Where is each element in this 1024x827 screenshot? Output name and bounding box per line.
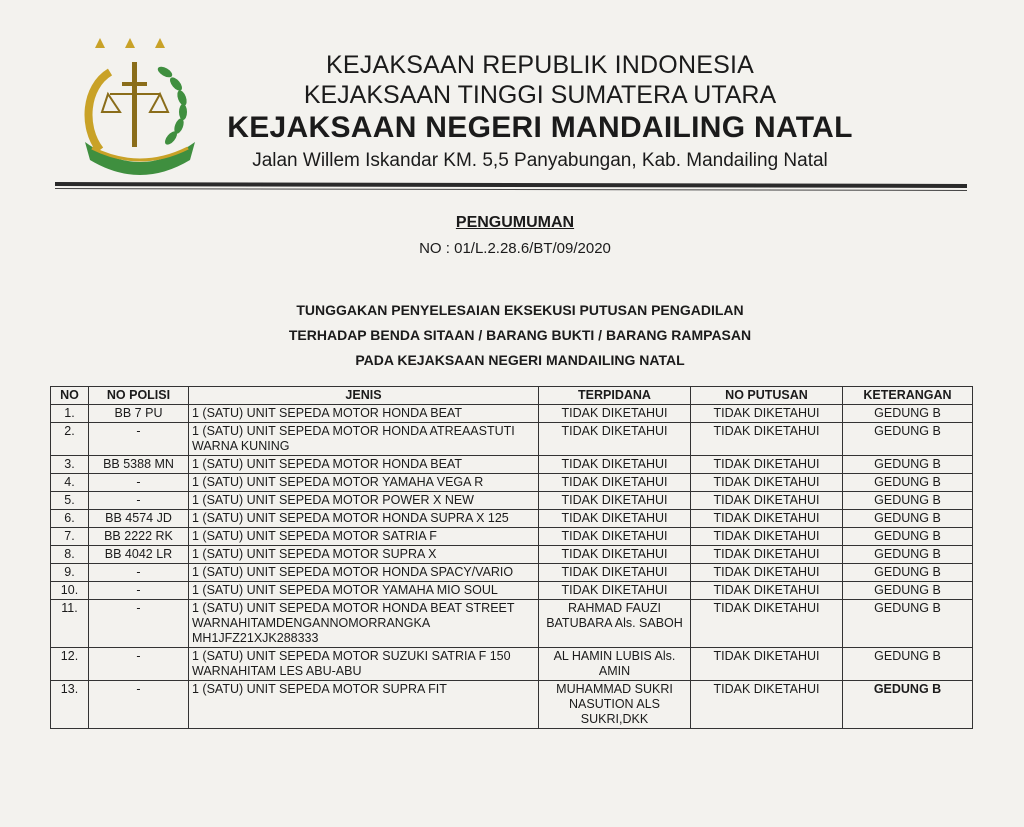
cell-no: 11. [51,600,89,648]
cell-terpidana: TIDAK DIKETAHUI [539,474,691,492]
cell-jenis: 1 (SATU) UNIT SEPEDA MOTOR SUPRA FIT [189,681,539,729]
cell-no-putusan: TIDAK DIKETAHUI [691,423,843,456]
cell-no-putusan: TIDAK DIKETAHUI [691,528,843,546]
table-header-row [51,387,973,405]
cell-no-polisi: BB 4574 JD [89,510,189,528]
cell-keterangan: GEDUNG B [843,423,973,456]
cell-no: 13. [51,681,89,729]
table-row [51,423,973,456]
cell-no-polisi: - [89,600,189,648]
table-row [51,564,973,582]
cell-terpidana: RAHMAD FAUZI BATUBARA Als. SABOH [539,600,691,648]
cell-terpidana: TIDAK DIKETAHUI [539,423,691,456]
table-row [51,510,973,528]
letterhead-rule-thin [55,188,967,191]
table-row [51,528,973,546]
cell-keterangan: GEDUNG B [843,600,973,648]
agency-line-1: KEJAKSAAN REPUBLIK INDONESIA [326,51,754,79]
cell-no: 9. [51,564,89,582]
col-header-keterangan: KETERANGAN [843,387,973,405]
table-row [51,492,973,510]
cell-keterangan: GEDUNG B [843,564,973,582]
cell-keterangan: GEDUNG B [843,648,973,681]
cell-no: 6. [51,510,89,528]
document-title: PENGUMUMAN [455,214,575,231]
cell-no-putusan: TIDAK DIKETAHUI [691,492,843,510]
cell-jenis: 1 (SATU) UNIT SEPEDA MOTOR HONDA BEAT STREET WARNAHITAMDENGANNOMORRANGKA MH1JFZ21XJK288333 [189,600,539,648]
col-header-no-putusan: NO PUTUSAN [691,387,843,405]
cell-keterangan: GEDUNG B [843,681,973,729]
cell-jenis: 1 (SATU) UNIT SEPEDA MOTOR SATRIA F [189,528,539,546]
cell-jenis: 1 (SATU) UNIT SEPEDA MOTOR HONDA SUPRA X 125 [189,510,539,528]
cell-jenis: 1 (SATU) UNIT SEPEDA MOTOR YAMAHA VEGA R [189,474,539,492]
cell-jenis: 1 (SATU) UNIT SEPEDA MOTOR SUPRA X [189,546,539,564]
cell-keterangan: GEDUNG B [843,405,973,423]
table-row [51,648,973,681]
cell-jenis: 1 (SATU) UNIT SEPEDA MOTOR HONDA BEAT [189,405,539,423]
document-heading [260,298,780,373]
letterhead [220,50,860,174]
cell-terpidana: TIDAK DIKETAHUI [539,564,691,582]
cell-no-polisi: - [89,648,189,681]
cell-terpidana: TIDAK DIKETAHUI [539,510,691,528]
cell-terpidana: TIDAK DIKETAHUI [539,582,691,600]
table-row [51,600,973,648]
cell-no: 5. [51,492,89,510]
cell-no: 1. [51,405,89,423]
table-row [51,474,973,492]
cell-jenis: 1 (SATU) UNIT SEPEDA MOTOR HONDA SPACY/VARIO [189,564,539,582]
cell-no-polisi: - [89,423,189,456]
cell-keterangan: GEDUNG B [843,510,973,528]
cell-no: 10. [51,582,89,600]
cell-no-polisi: - [89,564,189,582]
heading-line: PADA KEJAKSAAN NEGERI MANDAILING NATAL [355,352,685,368]
evidence-table [50,386,973,729]
cell-jenis: 1 (SATU) UNIT SEPEDA MOTOR HONDA BEAT [189,456,539,474]
cell-keterangan: GEDUNG B [843,528,973,546]
cell-no: 4. [51,474,89,492]
cell-keterangan: GEDUNG B [843,546,973,564]
table-row [51,405,973,423]
cell-no-putusan: TIDAK DIKETAHUI [691,582,843,600]
cell-no: 2. [51,423,89,456]
cell-keterangan: GEDUNG B [843,474,973,492]
cell-keterangan: GEDUNG B [843,492,973,510]
cell-terpidana: AL HAMIN LUBIS Als. AMIN [539,648,691,681]
cell-terpidana: TIDAK DIKETAHUI [539,492,691,510]
cell-no-polisi: - [89,492,189,510]
cell-no-polisi: BB 4042 LR [89,546,189,564]
col-header-no-polisi: NO POLISI [89,387,189,405]
cell-jenis: 1 (SATU) UNIT SEPEDA MOTOR POWER X NEW [189,492,539,510]
heading-line: TUNGGAKAN PENYELESAIAN EKSEKUSI PUTUSAN PENGADILAN [296,302,744,318]
cell-keterangan: GEDUNG B [843,582,973,600]
table-row [51,456,973,474]
cell-no-polisi: BB 5388 MN [89,456,189,474]
table-row [51,582,973,600]
agency-line-3: KEJAKSAAN NEGERI MANDAILING NATAL [227,111,853,144]
cell-no-putusan: TIDAK DIKETAHUI [691,510,843,528]
table-row [51,681,973,729]
cell-no-putusan: TIDAK DIKETAHUI [691,405,843,423]
cell-no-polisi: BB 2222 RK [89,528,189,546]
cell-no: 7. [51,528,89,546]
cell-no-polisi: - [89,582,189,600]
cell-no: 8. [51,546,89,564]
cell-no-putusan: TIDAK DIKETAHUI [691,456,843,474]
cell-terpidana: MUHAMMAD SUKRI NASUTION ALS SUKRI,DKK [539,681,691,729]
agency-address: Jalan Willem Iskandar KM. 5,5 Panyabungan, Kab. Mandailing Natal [252,150,828,171]
col-header-terpidana: TERPIDANA [539,387,691,405]
col-header-jenis: JENIS [189,387,539,405]
letterhead-rule-thick [55,182,967,188]
cell-no-putusan: TIDAK DIKETAHUI [691,564,843,582]
cell-terpidana: TIDAK DIKETAHUI [539,405,691,423]
cell-terpidana: TIDAK DIKETAHUI [539,456,691,474]
cell-no-polisi: - [89,681,189,729]
cell-keterangan: GEDUNG B [843,456,973,474]
kejaksaan-emblem-icon [70,32,210,182]
cell-no-polisi: - [89,474,189,492]
cell-no-putusan: TIDAK DIKETAHUI [691,600,843,648]
cell-no-putusan: TIDAK DIKETAHUI [691,681,843,729]
cell-no-putusan: TIDAK DIKETAHUI [691,474,843,492]
cell-jenis: 1 (SATU) UNIT SEPEDA MOTOR YAMAHA MIO SOUL [189,582,539,600]
cell-no-putusan: TIDAK DIKETAHUI [691,648,843,681]
cell-jenis: 1 (SATU) UNIT SEPEDA MOTOR HONDA ATREAASTUTI WARNA KUNING [189,423,539,456]
cell-terpidana: TIDAK DIKETAHUI [539,546,691,564]
heading-line: TERHADAP BENDA SITAAN / BARANG BUKTI / BARANG RAMPASAN [288,327,752,343]
cell-no-polisi: BB 7 PU [89,405,189,423]
table-row [51,546,973,564]
agency-line-2: KEJAKSAAN TINGGI SUMATERA UTARA [303,81,777,109]
cell-terpidana: TIDAK DIKETAHUI [539,528,691,546]
cell-no-putusan: TIDAK DIKETAHUI [691,546,843,564]
cell-no: 12. [51,648,89,681]
col-header-no: NO [51,387,89,405]
document-number: NO : 01/L.2.28.6/BT/09/2020 [419,240,611,257]
cell-no: 3. [51,456,89,474]
cell-jenis: 1 (SATU) UNIT SEPEDA MOTOR SUZUKI SATRIA F 150 WARNAHITAM LES ABU-ABU [189,648,539,681]
